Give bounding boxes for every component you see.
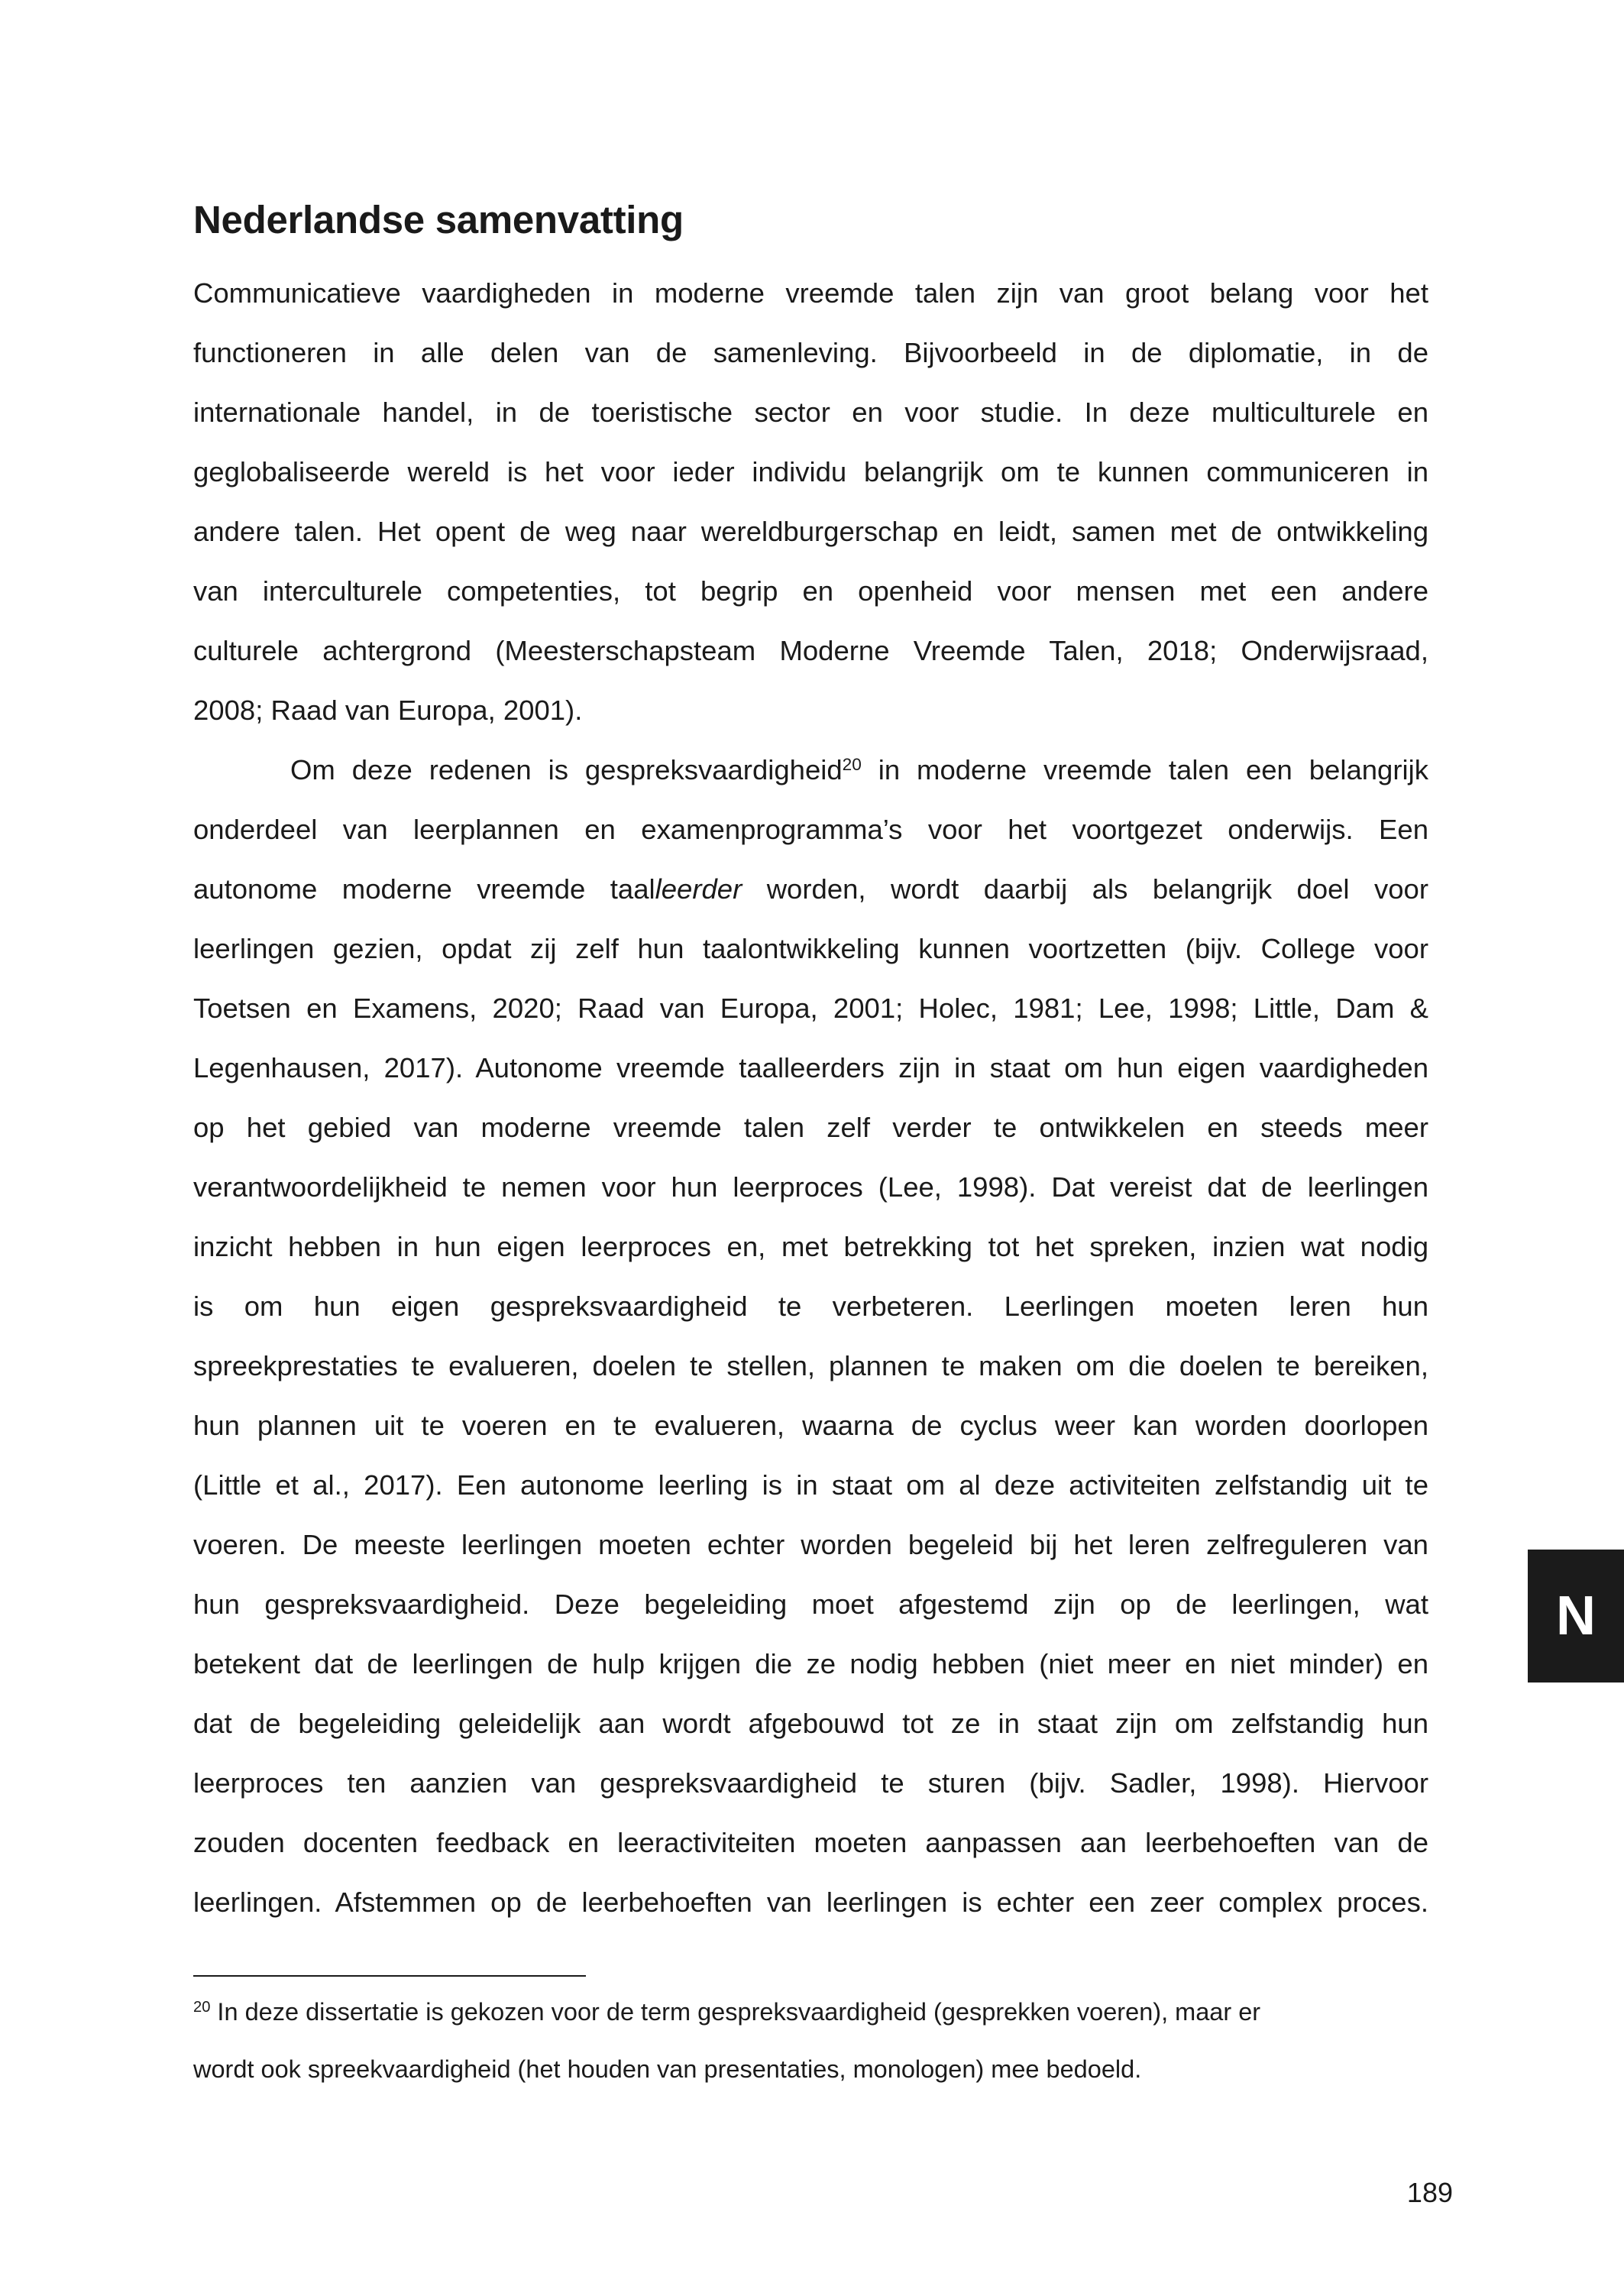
body-line: leerlingen. Afstemmen op de leerbehoeften van leerlingen is echter een zeer complex proces.: [193, 1887, 1428, 1918]
footnote-divider: [193, 1975, 586, 1977]
page-number: 189: [1406, 2177, 1453, 2208]
body-line: dat de begeleiding geleidelijk aan wordt afgebouwd tot ze in staat zijn om zelfstandig hun: [193, 1708, 1428, 1739]
body-line: betekent dat de leerlingen de hulp krijgen die ze nodig hebben (niet meer en niet minder) en: [193, 1648, 1428, 1679]
body-line: op het gebied van moderne vreemde talen zelf verder te ontwikkelen en steeds meer: [193, 1112, 1428, 1143]
footnote-line: [193, 1984, 1428, 2040]
body-line: onderdeel van leerplannen en examenprogramma’s voor het voortgezet onderwijs. Een: [193, 814, 1428, 845]
body-text: worden, wordt daarbij als belangrijk doel voor: [742, 873, 1428, 905]
footnote-text: In deze dissertatie is gekozen voor de term gespreksvaardigheid (gesprekken voeren), maar er: [210, 1998, 1261, 2026]
page-title: Nederlandse samenvatting: [193, 198, 684, 241]
body-line: geglobaliseerde wereld is het voor ieder individu belangrijk om te kunnen communiceren in: [193, 456, 1428, 487]
body-line: Toetsen en Examens, 2020; Raad van Europa, 2001; Holec, 1981; Lee, 1998; Little, Dam &: [193, 993, 1428, 1024]
body-line: 2008; Raad van Europa, 2001).: [193, 695, 583, 726]
body-line: leerlingen gezien, opdat zij zelf hun taalontwikkeling kunnen voortzetten (bijv. College voor: [193, 933, 1428, 964]
body-line: zouden docenten feedback en leeractiviteiten moeten aanpassen aan leerbehoeften van de: [193, 1827, 1428, 1858]
body-line: spreekprestaties te evalueren, doelen te stellen, plannen te maken om die doelen te bereiken,: [193, 1350, 1428, 1381]
footnote-number: 20: [193, 1998, 211, 2016]
body-line: van interculturele competenties, tot begrip en openheid voor mensen met een andere: [193, 575, 1428, 607]
body-line: Legenhausen, 2017). Autonome vreemde taalleerders zijn in staat om hun eigen vaardigheden: [193, 1052, 1428, 1083]
body-line: hun plannen uit te voeren en te evalueren, waarna de cyclus weer kan worden doorlopen: [193, 1410, 1428, 1441]
footnote-reference[interactable]: 20: [842, 754, 862, 774]
body-line: inzicht hebben in hun eigen leerproces en, met betrekking tot het spreken, inzien wat nodig: [193, 1231, 1428, 1262]
body-text: in moderne vreemde talen een belangrijk: [861, 754, 1428, 785]
chapter-tab-letter: N: [1556, 1585, 1596, 1647]
body-line: andere talen. Het opent de weg naar wereldburgerschap en leidt, samen met de ontwikkeling: [193, 516, 1428, 547]
body-text: autonome moderne vreemde taal: [193, 873, 655, 905]
body-line: internationale handel, in de toeristische sector en voor studie. In deze multiculturele en: [193, 397, 1428, 428]
body-line: voeren. De meeste leerlingen moeten echter worden begeleid bij het leren zelfreguleren van: [193, 1529, 1428, 1560]
body-line: hun gespreksvaardigheid. Deze begeleiding moet afgestemd zijn op de leerlingen, wat: [193, 1589, 1428, 1620]
body-line: (Little et al., 2017). Een autonome leerling is in staat om al deze activiteiten zelfstandig uit te: [193, 1469, 1428, 1501]
body-line: is om hun eigen gespreksvaardigheid te verbeteren. Leerlingen moeten leren hun: [193, 1291, 1428, 1322]
footnote-line: wordt ook spreekvaardigheid (het houden van presentaties, monologen) mee bedoeld.: [193, 2055, 1142, 2083]
body-text: Om deze redenen is gespreksvaardigheid: [290, 754, 843, 785]
chapter-tab: [1528, 1550, 1624, 1683]
body-line: culturele achtergrond (Meesterschapsteam Moderne Vreemde Talen, 2018; Onderwijsraad,: [193, 635, 1428, 666]
body-line: leerproces ten aanzien van gespreksvaardigheid te sturen (bijv. Sadler, 1998). Hiervoor: [193, 1767, 1428, 1799]
body-line: [193, 860, 1428, 919]
emphasis-text: leerder: [655, 873, 742, 905]
body-line: functioneren in alle delen van de samenleving. Bijvoorbeeld in de diplomatie, in de: [193, 337, 1428, 368]
body-line: [290, 740, 1428, 800]
body-line: Communicatieve vaardigheden in moderne vreemde talen zijn van groot belang voor het: [193, 277, 1428, 309]
body-line: verantwoordelijkheid te nemen voor hun leerproces (Lee, 1998). Dat vereist dat de leerlingen: [193, 1171, 1428, 1203]
